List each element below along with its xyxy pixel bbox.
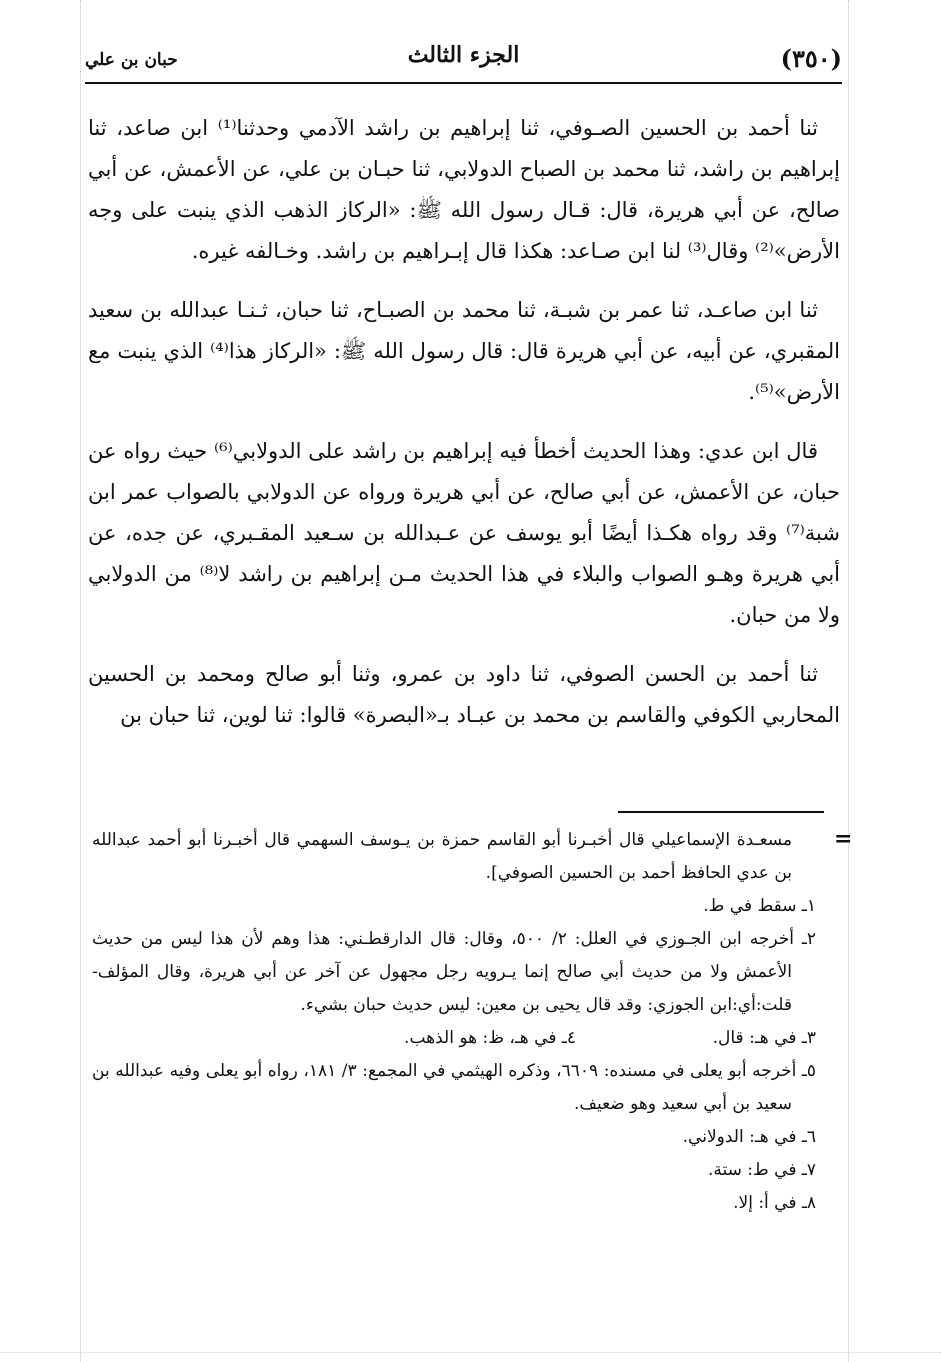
footnote: ١ـ سقط في ط. (703, 896, 816, 916)
footnote: ٧ـ في ط: ستة. (708, 1160, 816, 1180)
paragraph: ثنا أحمد بن الحسين الصـوفي، ثنا إبراهيم بن راشد الآدمي وحدثنا⁽¹⁾ ابن صاعد، ثنا إبراهيم بن راشد، ثنا محمد بن الصباح الدولابي، ثنا حبـان بن علي، عن الأعمش، عن أبي صالح، عن أبي هريرة، قال: قـال رسول الله ﷺ: «الركاز الذهب الذي ينبت على وجه الأرض»⁽²⁾ وقال⁽³⁾ لنا ابن صـاعد: هكذا قال إبـراهيم بن راشد. وخـالفه غيره. (88, 116, 840, 263)
part-title: الجزء الثالث (407, 42, 520, 68)
footnote: ٥ـ أخرجه أبو يعلى في مسنده: ٦٦٠٩، وذكره الهيثمي في المجمع: ٣/ ١٨١، رواه أبو يعلى وفيه عبدالله بن سعيد بن أبي سعيد وهو ضعيف. (92, 1061, 816, 1114)
footnote: ٨ـ في أ: إلا. (733, 1193, 816, 1213)
scan-guide-line (0, 1352, 941, 1353)
paragraph: ثنا أحمد بن الحسن الصوفي، ثنا داود بن عمرو، وثنا أبو صالح ومحمد بن الحسين المحاربي الكوفي والقاسم بن محمد بن عبـاد بـ«البصرة» قالوا: ثنا لوين، ثنا حبان بن (88, 662, 840, 727)
continuation-mark: = (834, 826, 853, 852)
footnote: ٣ـ في هـ: قال. (712, 1028, 816, 1048)
header-rule (85, 82, 842, 84)
footnote: ٤ـ في هـ، ظ: هو الذهب. (404, 1028, 576, 1048)
page-header (85, 38, 842, 84)
footnotes (92, 824, 816, 1220)
footnote: ٦ـ في هـ: الدولاني. (682, 1127, 816, 1147)
scan-guide-line (80, 0, 81, 1362)
paragraph: ثنا ابن صاعـد، ثنا عمر بن شبـة، ثنا محمد بن الصبـاح، ثنا حبان، ثـنـا عبدالله بن سعيد المقبري، عن أبيه، عن أبي هريرة قال: قال رسول الله ﷺ: «الركاز هذا⁽⁴⁾ الذي ينبت مع الأرض»⁽⁵⁾. (88, 298, 840, 404)
scan-guide-line (848, 0, 849, 1362)
footnote-rule (618, 811, 824, 813)
footnote: ٢ـ أخرجه ابن الجـوزي في العلل: ٢/ ٥٠٠، وقال: قال الدارقطـني: هذا وهم لأن هذا ليس من حديث الأعمش ولا من حديث أبي صالح إنما يـرويه رجل مجهول عن آخر عن أبي هريرة، وقال المؤلف-قلت:أي:ابن الجوزي: وقد قال يحيى بن معين: ليس حديث حبان بشيء. (92, 929, 816, 1015)
main-text (88, 108, 840, 754)
footnote-continuation: مسعـدة الإسماعيلي قال أخبـرنا أبو القاسم حمزة بن يـوسف السهمي قال أخبـرنا أبو أحمد عبدالله بن عدي الحافظ أحمد بن الحسين الصوفي]. (92, 830, 792, 883)
paragraph: قال ابن عدي: وهذا الحديث أخطأ فيه إبراهيم بن راشد على الدولابي⁽⁶⁾ حيث رواه عن حبان، عن الأعمش، عن أبي صالح، عن أبي هريرة ورواه عن الدولابي بالصواب عمر ابن شبة⁽⁷⁾ وقد رواه هكـذا أيضًا أبو يوسف عن عـبدالله بن سـعيد المقـبري، عن جده، عن أبي هريرة وهـو الصواب والبلاء في هذا الحديث مـن إبراهيم بن راشد لا⁽⁸⁾ من الدولابي ولا من حبان. (88, 439, 840, 627)
running-title: حبان بن علي (85, 50, 178, 70)
page-number: (٣٥٠) (780, 44, 842, 73)
footnote-row (92, 1022, 816, 1055)
